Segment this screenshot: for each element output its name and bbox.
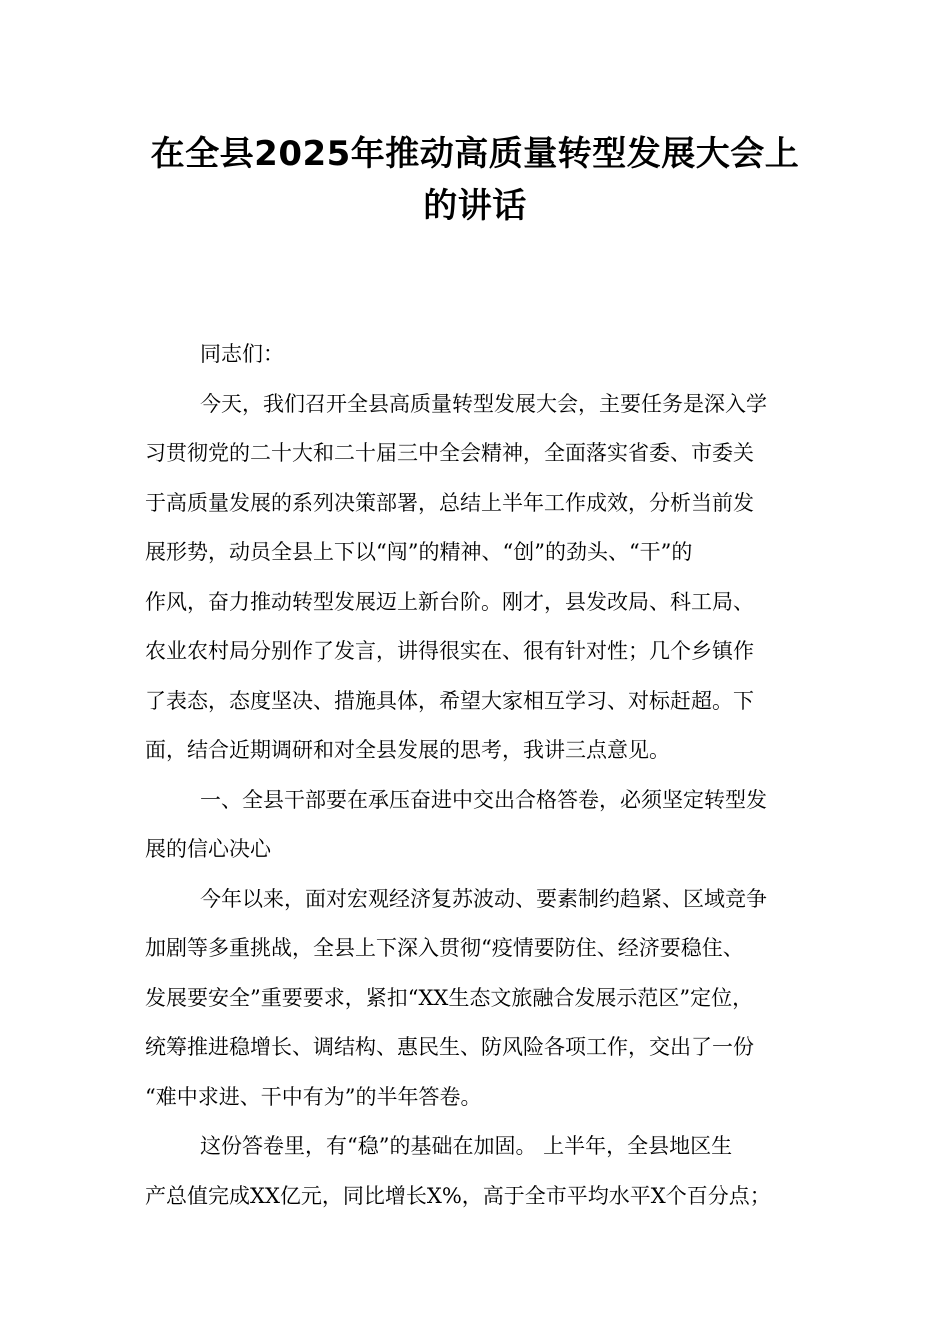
title-line-2: 的讲话 [423, 186, 527, 226]
text-line: 发展要安全”重要要求，紧扣“XX生态文旅融合发展示范区”定位， [145, 985, 754, 1010]
text-line: 统筹推进稳增长、调结构、惠民生、防风险各项工作，交出了一份 [145, 1035, 754, 1059]
review-paragraph [145, 875, 810, 1123]
text-line: 展的信心决心 [145, 837, 271, 861]
text-line: 这份答卷里，有“稳”的基础在加固。 上半年，全县地区生 [200, 1134, 733, 1158]
text-line: 展形势，动员全县上下以“闯”的精神、“创”的劲头、“干”的 [145, 540, 693, 564]
text-line: 了表态，态度坚决、措施具体，希望大家相互学习、对标赶超。下 [145, 688, 754, 713]
title-line-1: 在全县2025年推动高质量转型发展大会上 [150, 134, 800, 174]
text-line: 农业农村局分别作了发言，讲得很实在、很有针对性；几个乡镇作 [145, 639, 754, 663]
text-line: 一、全县干部要在承压奋进中交出合格答卷，必须坚定转型发 [200, 787, 767, 812]
document-title [110, 128, 840, 232]
text-line: 今年以来，面对宏观经济复苏波动、要素制约趋紧、区域竞争 [200, 886, 767, 911]
section-heading-paragraph [145, 776, 810, 875]
text-line: “难中求进、干中有为”的半年答卷。 [145, 1084, 482, 1109]
text-line: 习贯彻党的二十大和二十届三中全会精神，全面落实省委、市委关 [145, 441, 754, 465]
text-line: 面，结合近期调研和对全县发展的思考，我讲三点意见。 [145, 738, 670, 762]
salutation-paragraph [145, 330, 810, 380]
results-paragraph [145, 1122, 810, 1221]
text-line: 于高质量发展的系列决策部署，总结上半年工作成效，分析当前发 [145, 490, 754, 515]
text-line: 今天，我们召开全县高质量转型发展大会，主要任务是深入学 [200, 391, 767, 416]
document-body [145, 330, 810, 1221]
text-line: 作风，奋力推动转型发展迈上新台阶。刚才，县发改局、科工局、 [145, 589, 754, 614]
opening-paragraph [145, 380, 810, 776]
text-line: 加剧等多重挑战，全县上下深入贯彻“疫情要防住、经济要稳住、 [145, 936, 744, 960]
text-line: 同志们： [200, 342, 284, 366]
text-line: 产总值完成XX亿元，同比增长X%，高于全市平均水平X个百分点； [145, 1183, 771, 1208]
